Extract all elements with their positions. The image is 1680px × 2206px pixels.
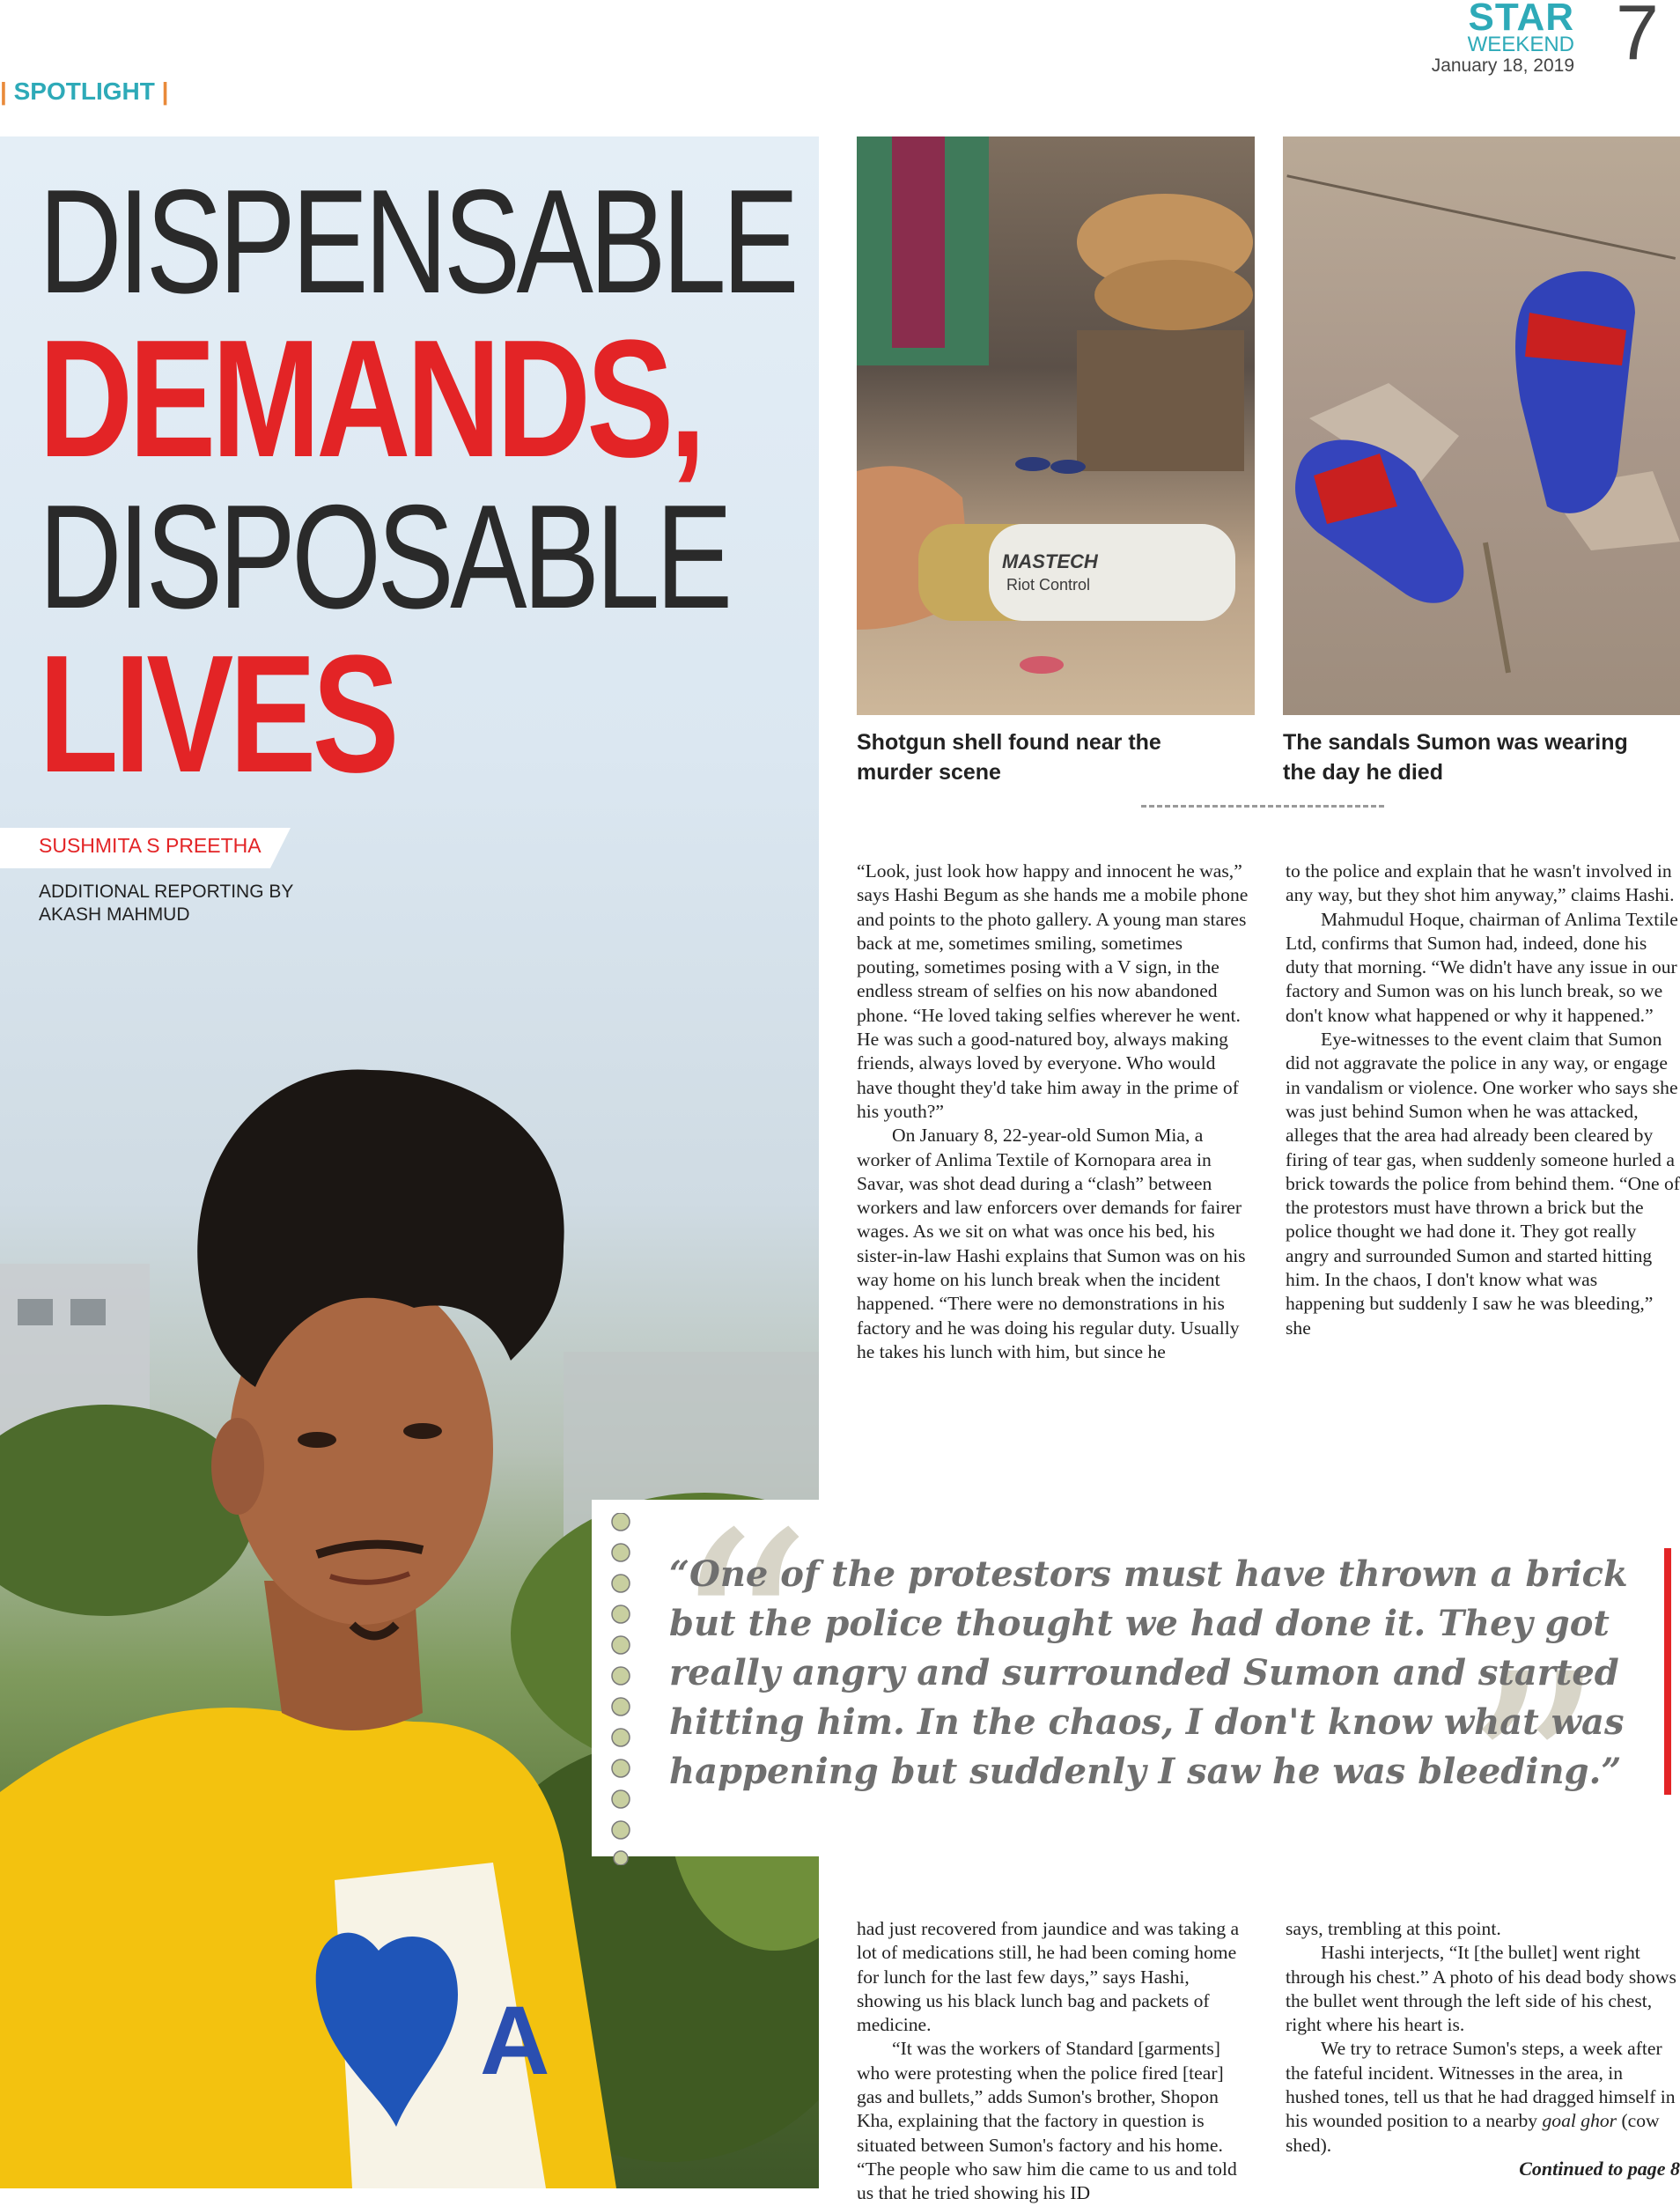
headline — [39, 159, 796, 808]
section-label — [0, 77, 168, 106]
quote-mark-close: ” — [1462, 1615, 1606, 1943]
continued-notice: Continued to page 8 — [1519, 2158, 1680, 2180]
pull-quote-accent-rule — [1664, 1548, 1671, 1795]
paragraph: had just recovered from jaundice and was taking a lot of medications still, he had been coming home for lunch for the last few days,” says Hashi, showing us his black lunch bag and packets of medicine. — [857, 1918, 1240, 2036]
notebook-rings-icon — [606, 1513, 636, 1865]
shell-illustration — [857, 136, 1255, 715]
paragraph: “Look, just look how happy and innocent he was,” says Hashi Begum as she hands me a mobile phone and points to the photo gallery. A young man stares back at me, sometimes smiling, sometimes pouting, sometimes posing with a V sign, in the endless stream of selfies on his now abandoned phone. “He loved taking selfies wherever he went. He was such a good-natured boy, always making friends, always loved by everyone. Who would have thought they'd take him away in the prime of his youth?” — [857, 860, 1249, 1122]
brand-weekend: WEEKEND — [1467, 33, 1574, 56]
shell-brand: MASTECH — [1002, 550, 1098, 572]
section-bar-right: | — [161, 77, 169, 105]
paragraph-tail: (cow shed). — [1286, 2110, 1660, 2156]
byline-author: SUSHMITA S PREETHA — [39, 834, 262, 857]
photo-sandals — [1283, 136, 1680, 715]
caption-photo-1: Shotgun shell found near the murder scene — [857, 730, 1161, 785]
caption-photo-2: The sandals Sumon was wearing the day he died — [1283, 730, 1628, 785]
masthead-brand — [1432, 0, 1574, 77]
page-number: 7 — [1616, 0, 1659, 76]
section-bar-left: | — [0, 77, 7, 105]
paragraph: Mahmudul Hoque, chairman of Anlima Textile Ltd, confirms that Sumon had, indeed, done his duty that morning. “We didn't have any issue in our factory and Sumon was on his lunch break, so we don't know what happened or why it happened.” — [1286, 908, 1678, 1026]
pull-quote-text: “One of the protestors must have thrown a brick but the police thought we had done it. They got really angry and surrounded Sumon and started hitting him. In the chaos, I don't know what was happening but suddenly I saw he was bleeding.” — [669, 1553, 1628, 1792]
headline-line-1: DISPENSABLE — [39, 159, 795, 324]
article-col1-bottom — [857, 1917, 1249, 2206]
issue-date: January 18, 2019 — [1431, 55, 1574, 76]
paragraph: Hashi interjects, “It [the bullet] went right through his chest.” A photo of his dead body shows the bullet went through the left side of his chest, right where his heart is. — [1286, 1942, 1676, 2036]
shirt-letter: A — [480, 1987, 550, 2095]
shell-type: Riot Control — [1006, 576, 1091, 594]
article-col2-top — [1286, 860, 1680, 1340]
headline-line-4: LIVES — [39, 621, 395, 808]
headline-line-3: DISPOSABLE — [39, 474, 729, 639]
brand-star: STAR — [1468, 0, 1574, 39]
sandals-illustration — [1283, 136, 1680, 715]
article-col2-bottom — [1286, 1917, 1680, 2158]
paragraph-final — [1286, 2037, 1680, 2157]
paragraph: to the police and explain that he wasn't involved in any way, but they shot him anyway,” claims Hashi. — [1286, 860, 1675, 906]
byline-additional: ADDITIONAL REPORTING BY AKASH MAHMUD — [39, 882, 294, 925]
paragraph: Eye-witnesses to the event claim that Sumon did not aggravate the police in any way, or engage in vandalism or violence. One worker who says she was just behind Sumon when he was attacked, alleges that the area had already been cleared by firing of tear gas, when suddenly someone hurled a brick towards the police from behind them. “One of the protestors must have thrown a brick but the police thought we had done it. They got really angry and surrounded Sumon and started hitting him. In the chaos, I don't know what was happening but suddenly I saw he was bleeding,” she — [1286, 1029, 1680, 1339]
section-divider — [1141, 805, 1384, 808]
italic-term: goal ghor — [1542, 2110, 1617, 2132]
photo-shotgun-shell — [857, 136, 1255, 715]
headline-line-2: DEMANDS, — [39, 306, 702, 492]
paragraph: On January 8, 22-year-old Sumon Mia, a worker of Anlima Textile of Kornopara area in Savar, was shot dead during a “clash” between workers and law enforcers over demands for fairer wages. As we sit on what was once his bed, his sister-in-law Hashi explains that Sumon was on his way home on his lunch break when the incident happened. “There were no demonstrations in his factory and he was doing his regular duty. Usually he takes his lunch with him, but since he — [857, 1125, 1246, 1362]
paragraph: “It was the workers of Standard [garments] who were protesting when the police fired [tear] gas and bullets,” adds Sumon's brother, Shopon Kha, explaining that the factory in question is situated between Sumon's factory and his home. “The people who saw him die came to us and told us that he tried showing his ID — [857, 2038, 1237, 2204]
article-col1-top — [857, 860, 1249, 1364]
section-name: SPOTLIGHT — [13, 77, 155, 105]
quote-mark-open: “ — [669, 1474, 814, 1802]
paragraph-text: We try to retrace Sumon's steps, a week after the fateful incident. Witnesses in the area, in hushed tones, tell us that he had dragged himself in his wounded position to a nearby — [1286, 2038, 1676, 2132]
paragraph: says, trembling at this point. — [1286, 1918, 1501, 1939]
